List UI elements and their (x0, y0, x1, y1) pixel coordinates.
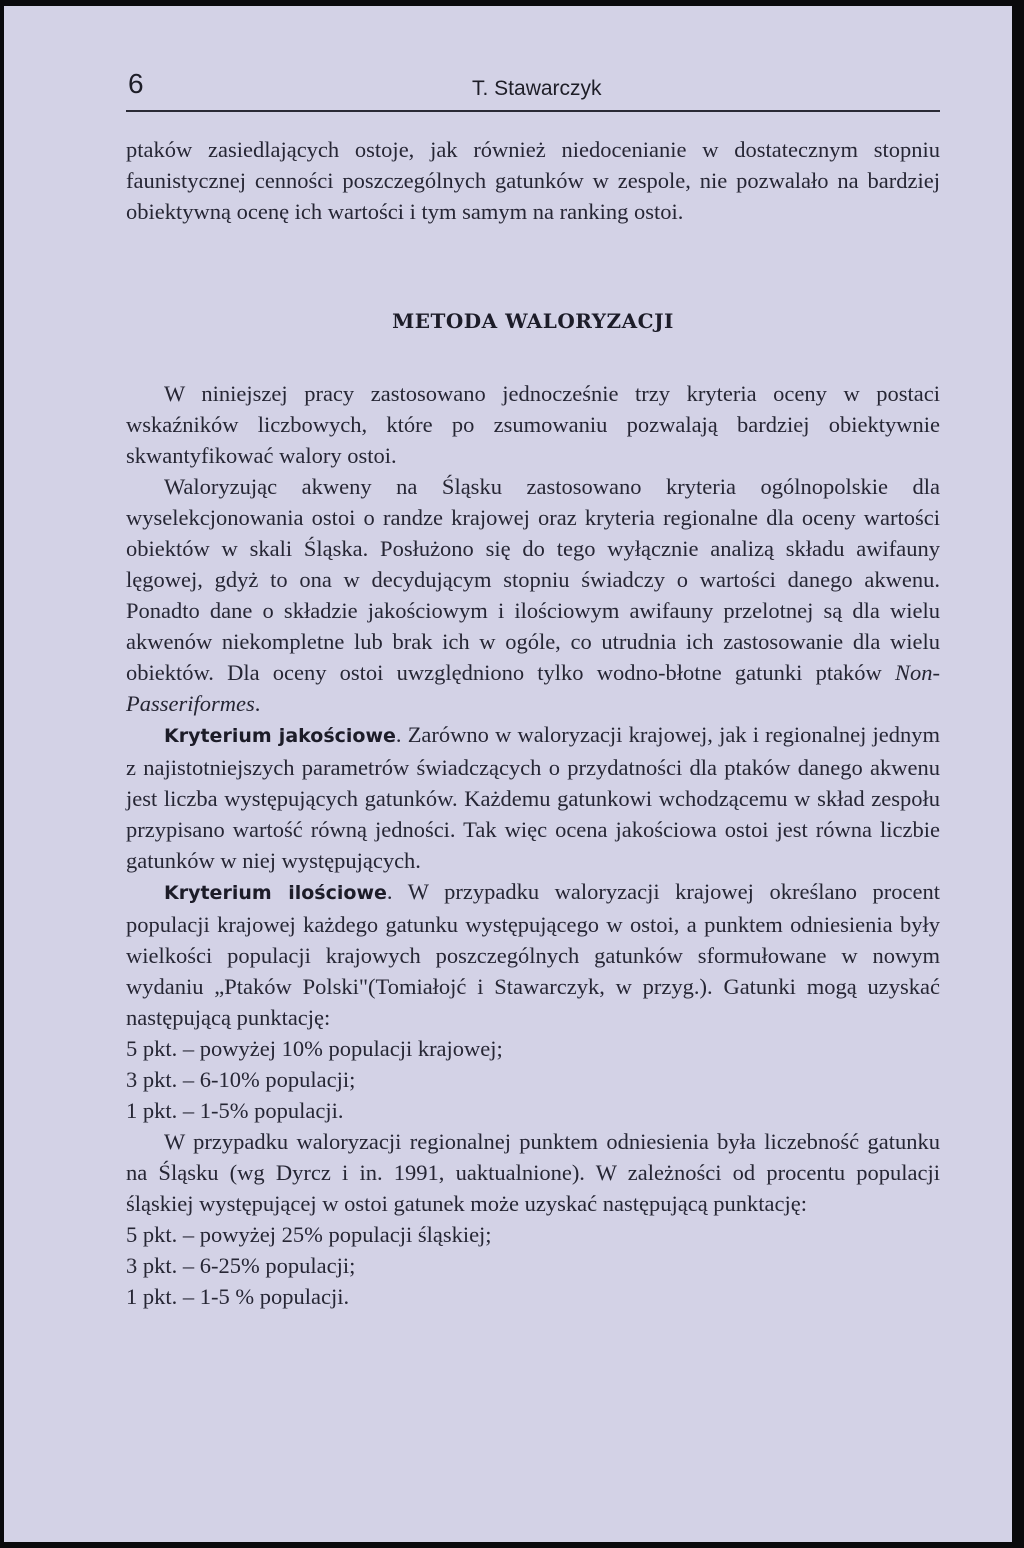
paragraph-qualitative (126, 719, 940, 876)
book-page (4, 6, 1012, 1542)
quantitative-criterion-label: Kryterium ilościowe (164, 882, 387, 904)
regional-score-item: 5 pkt. – powyżej 25% populacji śląskiej; (126, 1222, 492, 1247)
running-head-author: T. Stawarczyk (472, 77, 602, 100)
paragraph-intro: W niniejszej pracy zastosowano jednocześnie trzy kryteria oceny w postaci wskaźników liczbowych, które po zsumowaniu pozwalają bardziej obiektywnie skwantyfikować walory ostoi. (126, 381, 940, 468)
national-score-item: 3 pkt. – 6-10% populacji; (126, 1067, 356, 1092)
paragraph-method (126, 471, 940, 719)
paragraph-method-end: . (254, 691, 261, 716)
body-text (126, 134, 940, 1312)
national-score-item: 1 pkt. – 1-5% populacji. (126, 1098, 344, 1123)
qualitative-criterion-text: . Zarówno w waloryzacji krajowej, jak i regionalnej jednym z najistotniejszych parametrów świadczących o przydatności dla ptaków danego akwenu jest liczba występujących gatunków. Każdemu gatunkowi wchodzącemu w skład zespołu przypisano wartość równą jedności. Tak więc ocena jakościowa ostoi jest równa liczbie gatunków w niej występujących. (126, 722, 940, 873)
section-heading: METODA WALORYZACJI (392, 309, 674, 333)
paragraph-method-text: Waloryzując akweny na Śląsku zastosowano kryteria ogólnopolskie dla wyselekcjonowania ostoi o randze krajowej oraz kryteria regionalne dla oceny wartości obiektów w skali Śląska. Posłużono się do tego wyłącznie analizą składu awifauny lęgowej, gdyż to ona w decydującym stopniu świadczy o wartości danego akwenu. Ponadto dane o składzie jakościowym i ilościowym awifauny przelotnej są dla wielu akwenów niekompletne lub brak ich w ogóle, co utrudnia ich zastosowanie dla wielu obiektów. Dla oceny ostoi uwzględniono tylko wodno-błotne gatunki ptaków (126, 474, 940, 685)
page-number: 6 (128, 68, 144, 99)
regional-score-item: 1 pkt. – 1-5 % populacji. (126, 1284, 350, 1309)
paragraph-continued: ptaków zasiedlających ostoje, jak również niedocenianie w dostatecznym stopniu faunistycznej cenności poszczególnych gatunków w zespole, nie pozwalało na bardziej obiektywną ocenę ich wartości i tym samym na ranking ostoi. (126, 137, 940, 224)
paragraph-quantitative (126, 876, 940, 1033)
regional-score-item: 3 pkt. – 6-25% populacji; (126, 1253, 356, 1278)
running-head (126, 64, 940, 112)
national-score-item: 5 pkt. – powyżej 10% populacji krajowej; (126, 1036, 503, 1061)
taxon-name: Non-Passeriformes (126, 660, 940, 716)
qualitative-criterion-label: Kryterium jakościowe (164, 725, 396, 747)
paragraph-regional: W przypadku waloryzacji regionalnej punktem odniesienia była liczebność gatunku na Śląsku (wg Dyrcz i in. 1991, uaktualnione). W zależności od procentu populacji śląskiej występującej w ostoi gatunek może uzyskać następującą punktację: (126, 1129, 940, 1216)
quantitative-criterion-text: . W przypadku waloryzacji krajowej określano procent populacji krajowej każdego gatunku występującego w ostoi, a punktem odniesienia były wielkości populacji krajowych poszczególnych gatunków sformułowane w nowym wydaniu „Ptaków Polski"(Tomiałojć i Stawarczyk, w przyg.). Gatunki mogą uzyskać następującą punktację: (126, 879, 940, 1030)
